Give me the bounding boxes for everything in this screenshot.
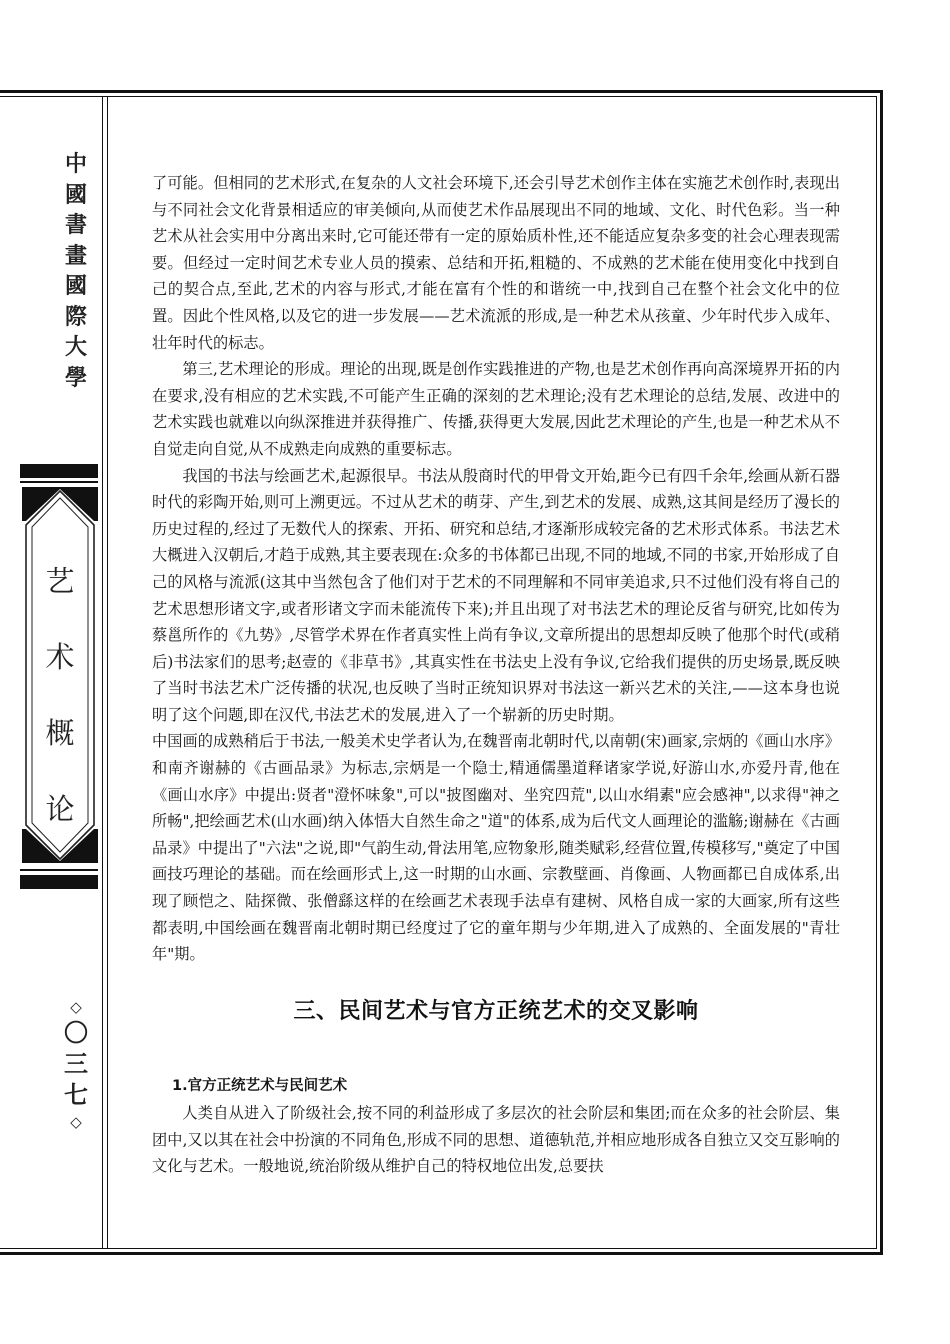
page-number-digit: 〇 xyxy=(64,1019,88,1047)
sidebar-divider-inner xyxy=(107,96,108,1249)
ornament-band-bottom xyxy=(20,875,98,889)
paragraph: 第三,艺术理论的形成。理论的出现,既是创作实践推进的产物,也是艺术创作再向高深境界开拓的内在要求,没有相应的艺术实践,不可能产生正确的深刻的艺术理论;没有艺术理论的总结,发展、改进中的艺术实践也就难以向纵深推进并获得推广、传播,获得更大发展,因此艺术理论的产生,也是一种艺术从不自觉走向自觉,从不成熟走向成熟的重要标志。 xyxy=(152,360,840,458)
section-body-text xyxy=(152,1100,840,1180)
book-title-char: 艺 xyxy=(45,564,75,598)
section-heading: 三、民间艺术与官方正统艺术的交叉影响 xyxy=(293,999,699,1024)
page-number xyxy=(60,996,92,1133)
page-number-digit: 七 xyxy=(64,1081,88,1109)
school-char: 際 xyxy=(64,304,87,330)
school-char: 中 xyxy=(64,152,87,177)
diamond-icon: ◇ xyxy=(70,1113,82,1131)
school-char: 國 xyxy=(64,182,87,208)
book-title-panel xyxy=(22,487,98,863)
ornament-band-top xyxy=(20,464,98,478)
ornament-line-bottom xyxy=(20,869,98,871)
sub-heading: 1.官方正统艺术与民间艺术 xyxy=(172,1078,348,1094)
school-name-vertical xyxy=(56,150,96,394)
school-char: 學 xyxy=(64,365,87,391)
school-char: 書 xyxy=(64,213,87,238)
sidebar-divider xyxy=(102,96,103,1249)
diamond-icon: ◇ xyxy=(70,998,82,1016)
page-number-digit: 三 xyxy=(64,1050,88,1078)
book-title-char: 术 xyxy=(45,640,75,674)
paragraph: 我国的书法与绘画艺术,起源很早。书法从殷商时代的甲骨文开始,距今已有四千余年,绘画从新石器时代的彩陶开始,则可上溯更远。不过从艺术的萌芽、产生,到艺术的发展、成熟,这其间是经历了漫长的历史过程的,经过了无数代人的探索、开拓、研究和总结,才逐渐形成较完备的艺术形式体系。书法艺术大概进入汉朝后,才趋于成熟,其主要表现在:众多的书体都已出现,不同的地域,不同的书家,开始形成了自己的风格与流派(这其中当然包含了他们对于艺术的不同理解和不同审美追求,只不过他们没有将自己的艺术思想形诸文字,或者形诸文字而未能流传下来);并且出现了对书法艺术的理论反省与研究,比如传为蔡邕所作的《九势》,尽管学术界在作者真实性上尚有争议,文章所提出的思想却反映了他那个时代(或稍后)书法家们的思考;赵壹的《非草书》,其真实性在书法史上没有争议,它给我们提供的历史场景,既反映了当时书法艺术广泛传播的状况,也反映了当时正统知识界对书法这一新兴艺术的关注,——这本身也说明了这个问题,即在汉代,书法艺术的发展,进入了一个崭新的历史时期。 xyxy=(152,466,840,724)
school-char: 大 xyxy=(64,335,87,360)
school-char: 國 xyxy=(64,274,87,299)
paragraph: 了可能。但相同的艺术形式,在复杂的人文社会环境下,还会引导艺术创作主体在实施艺术创作时,表现出与不同社会文化背景相适应的审美倾向,从而使艺术作品展现出不同的地域、文化、时代色彩。当一种艺术从社会实用中分离出来时,它可能还带有一定的原始质朴性,还不能适应复杂多变的社会心理表现需要。但经过一定时间艺术专业人员的摸索、总结和开拓,粗糙的、不成熟的艺术能在使用变化中找到自己的契合点,至此,艺术的内容与形式,才能在富有个性的和谐统一中,找到自己在整个社会文化中的位置。因此个性风格,以及它的进一步发展——艺术流派的形成,是一种艺术从孩童、少年时代步入成年、壮年时代的标志。 xyxy=(152,174,840,352)
paragraph: 中国画的成熟稍后于书法,一般美术史学者认为,在魏晋南北朝时代,以南朝(宋)画家,宗炳的《画山水序》和南齐谢赫的《古画品录》为标志,宗炳是一个隐士,精通儒墨道释诸家学说,好游山水,亦爱丹青,他在《画山水序》中提出:贤者"澄怀味象",可以"披图幽对、坐究四荒",以山水绢素"应会感神",以求得"神之所畅",把绘画艺术(山水画)纳入体悟大自然生命之"道"的体系,成为后代文人画理论的滥觞;谢赫在《古画品录》中提出了"六法"之说,即"气韵生动,骨法用笔,应物象形,随类赋彩,经营位置,传模移写,"奠定了中国画技巧理论的基础。而在绘画形式上,这一时期的山水画、宗教壁画、肖像画、人物画都已自成体系,出现了顾恺之、陆探微、张僧繇这样的在绘画艺术表现手法卓有建树、风格自成一家的大画家,所有这些都表明,中国绘画在魏晋南北朝时期已经度过了它的童年期与少年期,进入了成熟的、全面发展的"青壮年"期。 xyxy=(152,732,840,964)
paragraph: 人类自从进入了阶级社会,按不同的利益形成了多层次的社会阶层和集团;而在众多的社会阶层、集团中,又以其在社会中扮演的不同角色,形成不同的思想、道德轨范,并相应地形成各自独立又交互影响的文化与艺术。一般地说,统治阶级从维护自己的特权地位出发,总要扶 xyxy=(152,1104,840,1176)
ornament-line-top xyxy=(20,481,98,483)
book-title-char: 论 xyxy=(45,792,75,826)
book-title-vertical xyxy=(22,543,98,847)
book-title-char: 概 xyxy=(45,716,75,750)
body-text xyxy=(152,170,840,968)
school-char: 畫 xyxy=(64,243,87,269)
